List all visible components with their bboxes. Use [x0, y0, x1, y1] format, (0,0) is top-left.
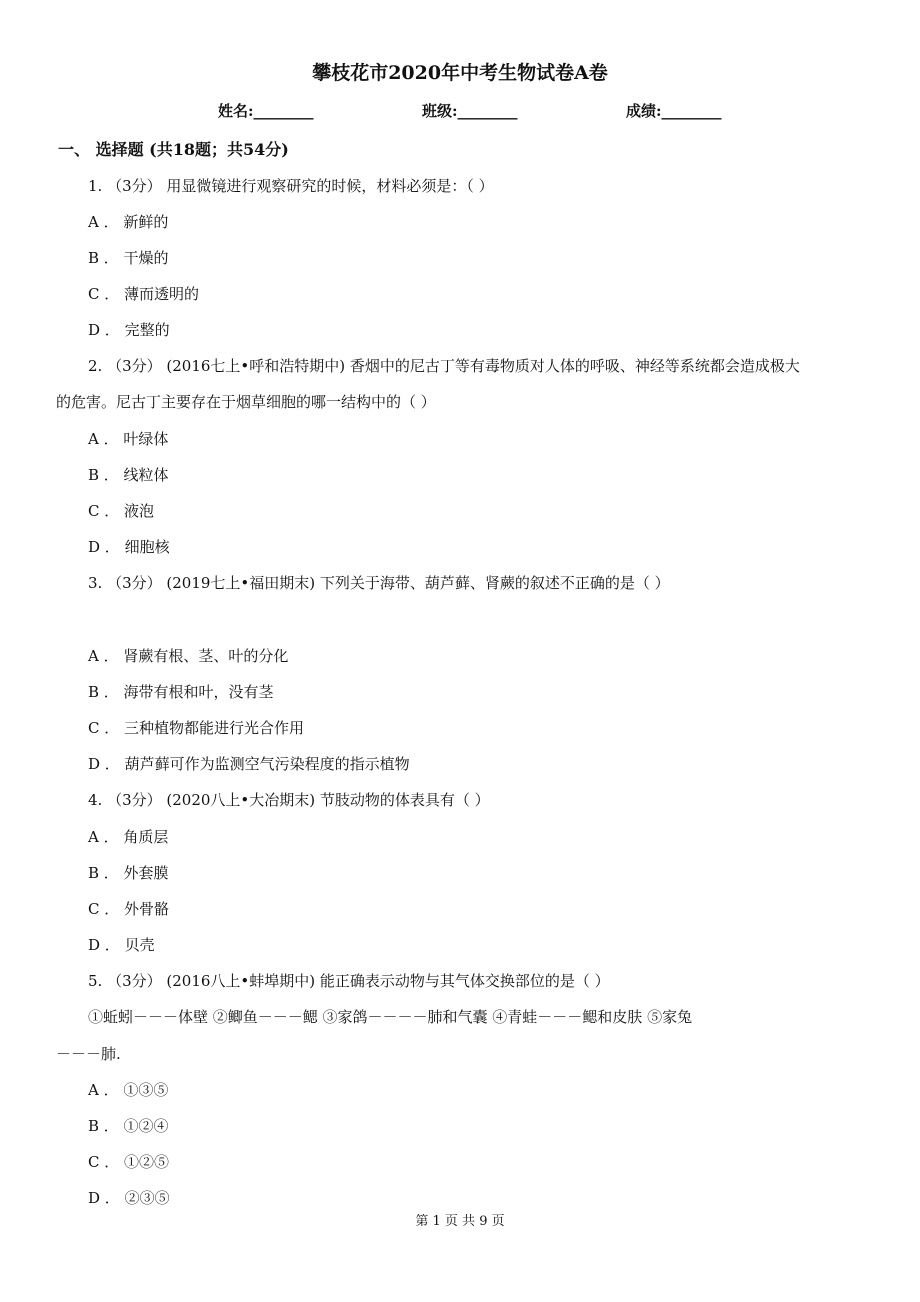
option-d: D ． 贝壳	[88, 936, 155, 954]
option-d: D ． 完整的	[88, 321, 170, 339]
option-b: B ． 线粒体	[88, 466, 169, 484]
question-stem: 5. （3分） (2016八上•蚌埠期中) 能正确表示动物与其气体交换部位的是（ ）	[88, 972, 610, 990]
section-heading: 一、 选择题 (共18题；共54分)	[58, 140, 289, 159]
question-stem-continued: ①蚯蚓－－－体壁 ②鲫鱼－－－鳃 ③家鸽－－－－肺和气囊 ④青蛙－－－鳃和皮肤 ⑤家兔	[88, 1008, 693, 1026]
option-a: A ． 新鲜的	[88, 213, 169, 231]
question-stem: 1. （3分） 用显微镜进行观察研究的时候，材料必须是：（ ）	[88, 177, 494, 195]
option-a: A ． ①③⑤	[88, 1081, 169, 1099]
page-title: 攀枝花市2020年中考生物试卷A卷	[312, 62, 608, 84]
option-a: A ． 叶绿体	[88, 430, 169, 448]
option-b: B ． 干燥的	[88, 249, 169, 267]
option-d: D ． ②③⑤	[88, 1189, 170, 1207]
option-d: D ． 葫芦藓可作为监测空气污染程度的指示植物	[88, 755, 410, 773]
question-stem: 4. （3分） (2020八上•大冶期末) 节肢动物的体表具有（ ）	[88, 791, 490, 809]
score-field-label: 成绩:________	[626, 102, 722, 120]
name-field-label: 姓名:________	[218, 102, 314, 120]
question-stem: 2. （3分） (2016七上•呼和浩特期中) 香烟中的尼古丁等有毒物质对人体的呼吸、神经等系统都会造成极大	[88, 357, 800, 375]
option-c: C ． 外骨骼	[88, 900, 170, 918]
class-field-label: 班级:________	[422, 102, 518, 120]
option-c: C ． 液泡	[88, 502, 155, 520]
question-stem: 3. （3分） (2019七上•福田期末) 下列关于海带、葫芦藓、肾蕨的叙述不正确的是（ ）	[88, 574, 670, 592]
option-a: A ． 角质层	[88, 828, 169, 846]
option-a: A ． 肾蕨有根、茎、叶的分化	[88, 647, 289, 665]
option-d: D ． 细胞核	[88, 538, 170, 556]
option-b: B ． ①②④	[88, 1117, 169, 1135]
option-c: C ． 薄而透明的	[88, 285, 200, 303]
page-footer: 第 1 页 共 9 页	[415, 1214, 505, 1229]
option-b: B ． 外套膜	[88, 864, 169, 882]
question-stem-continued: －－－肺.	[56, 1045, 121, 1063]
option-b: B ． 海带有根和叶，没有茎	[88, 683, 274, 701]
question-stem-continued: 的危害。尼古丁主要存在于烟草细胞的哪一结构中的（ ）	[56, 393, 436, 411]
option-c: C ． 三种植物都能进行光合作用	[88, 719, 305, 737]
option-c: C ． ①②⑤	[88, 1153, 170, 1171]
